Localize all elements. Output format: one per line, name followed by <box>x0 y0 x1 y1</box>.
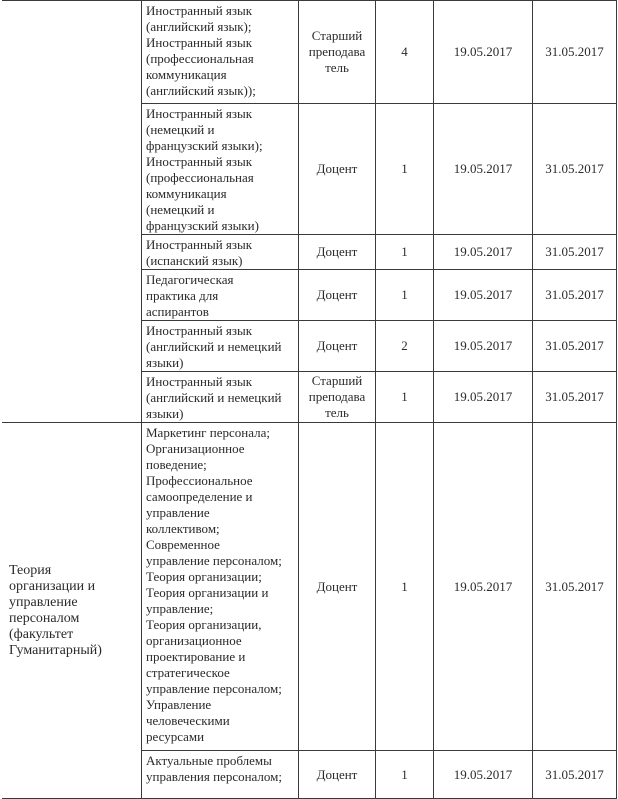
count-cell: 1 <box>376 751 434 799</box>
department-cell-continued <box>3 1 142 423</box>
subject-line: проектирование и <box>146 649 246 664</box>
count-cell: 1 <box>376 235 434 270</box>
department-line: (факультет <box>9 626 74 642</box>
position-cell <box>299 270 376 321</box>
subject-line: Иностранный язык <box>146 106 253 121</box>
subject-line: управления персоналом; <box>146 769 283 784</box>
subject-line: самоопределение и <box>146 489 253 504</box>
subject-line: коллективом; <box>146 521 220 536</box>
subject-cell <box>142 751 299 799</box>
subject-line: Организационное <box>146 441 245 456</box>
position-cell <box>299 423 376 751</box>
department-line: управление <box>9 594 78 610</box>
position-line: Доцент <box>316 578 358 594</box>
subject-line: (английский язык)); <box>146 83 256 98</box>
subject-line: Иностранный язык <box>146 323 253 338</box>
date-end-cell: 31.05.2017 <box>533 1 617 104</box>
position-cell <box>299 321 376 372</box>
subject-line: (немецкий и <box>146 202 215 217</box>
count-cell: 1 <box>376 270 434 321</box>
position-cell <box>299 104 376 235</box>
subject-line: Профессиональное <box>146 473 253 488</box>
date-end-cell: 31.05.2017 <box>533 270 617 321</box>
subject-cell <box>142 1 299 104</box>
table-row <box>3 1 617 104</box>
vacancy-table <box>2 0 617 799</box>
subject-line: Иностранный язык <box>146 35 253 50</box>
date-end-cell: 31.05.2017 <box>533 235 617 270</box>
subject-line: организационное <box>146 633 242 648</box>
subject-line: Маркетинг персонала; <box>146 425 270 440</box>
department-line: персоналом <box>9 610 80 626</box>
subject-line: коммуникация <box>146 67 227 82</box>
subject-line: аспирантов <box>146 304 209 319</box>
date-end-cell: 31.05.2017 <box>533 321 617 372</box>
subject-line: (немецкий и <box>146 122 215 137</box>
date-start-cell: 19.05.2017 <box>434 423 533 751</box>
department-line: Гуманитарный) <box>9 642 102 658</box>
subject-line: ресурсами <box>146 729 205 744</box>
subject-line: Иностранный язык <box>146 3 253 18</box>
department-line: Теория <box>9 562 52 578</box>
subject-cell <box>142 372 299 423</box>
subject-line: (английский и немецкий <box>146 339 282 354</box>
position-line: Доцент <box>316 161 358 176</box>
position-line: преподава <box>308 44 366 59</box>
subject-line: управление; <box>146 601 214 616</box>
subject-line: человеческими <box>146 713 230 728</box>
position-line: Доцент <box>316 287 358 302</box>
subject-line: управление персоналом; <box>146 553 282 568</box>
subject-line: Иностранный язык <box>146 374 253 389</box>
position-line: Доцент <box>316 244 358 259</box>
count-cell: 1 <box>376 104 434 235</box>
count-cell: 1 <box>376 372 434 423</box>
position-line: тель <box>325 405 349 420</box>
position-line: тель <box>325 60 349 75</box>
position-cell <box>299 1 376 104</box>
subject-cell <box>142 235 299 270</box>
subject-line: (английский язык); <box>146 19 252 34</box>
date-start-cell: 19.05.2017 <box>434 1 533 104</box>
subject-line: Теория организации и <box>146 585 269 600</box>
subject-line: Иностранный язык <box>146 154 253 169</box>
subject-line: Современное <box>146 537 220 552</box>
subject-line: (испанский язык) <box>146 253 243 268</box>
date-end-cell: 31.05.2017 <box>533 751 617 799</box>
subject-line: языки) <box>146 406 184 421</box>
date-end-cell: 31.05.2017 <box>533 104 617 235</box>
subject-line: стратегическое <box>146 665 230 680</box>
subject-cell <box>142 104 299 235</box>
position-line: Доцент <box>316 338 358 353</box>
position-line: Доцент <box>316 766 358 782</box>
count-cell: 1 <box>376 423 434 751</box>
position-cell <box>299 372 376 423</box>
subject-line: (английский и немецкий <box>146 390 282 405</box>
position-line: преподава <box>308 389 366 404</box>
subject-line: Педагогическая <box>146 272 234 287</box>
department-cell <box>3 423 142 799</box>
position-line: Старший <box>311 373 363 388</box>
department-line: организации и <box>9 578 96 594</box>
date-start-cell: 19.05.2017 <box>434 751 533 799</box>
subject-cell <box>142 423 299 751</box>
subject-cell <box>142 270 299 321</box>
date-end-cell: 31.05.2017 <box>533 423 617 751</box>
subject-line: (профессиональная <box>146 170 254 185</box>
subject-line: французский языки); <box>146 138 263 153</box>
subject-line: Иностранный язык <box>146 237 253 252</box>
count-cell: 4 <box>376 1 434 104</box>
subject-cell <box>142 321 299 372</box>
position-line: Старший <box>311 28 363 43</box>
position-cell <box>299 235 376 270</box>
position-cell <box>299 751 376 799</box>
subject-line: Теория организации; <box>146 569 262 584</box>
date-start-cell: 19.05.2017 <box>434 270 533 321</box>
subject-line: (профессиональная <box>146 51 254 66</box>
subject-line: языки) <box>146 355 184 370</box>
date-start-cell: 19.05.2017 <box>434 104 533 235</box>
count-cell: 2 <box>376 321 434 372</box>
subject-line: управление персоналом; <box>146 681 282 696</box>
date-start-cell: 19.05.2017 <box>434 372 533 423</box>
subject-line: коммуникация <box>146 186 227 201</box>
subject-line: поведение; <box>146 457 207 472</box>
subject-line: французский языки) <box>146 218 259 233</box>
date-end-cell: 31.05.2017 <box>533 372 617 423</box>
date-start-cell: 19.05.2017 <box>434 321 533 372</box>
subject-line: управление <box>146 505 210 520</box>
date-start-cell: 19.05.2017 <box>434 235 533 270</box>
subject-line: практика для <box>146 288 219 303</box>
subject-line: Управление <box>146 697 212 712</box>
subject-line: Теория организации, <box>146 617 262 632</box>
table-row <box>3 423 617 751</box>
subject-line: Актуальные проблемы <box>146 753 272 768</box>
